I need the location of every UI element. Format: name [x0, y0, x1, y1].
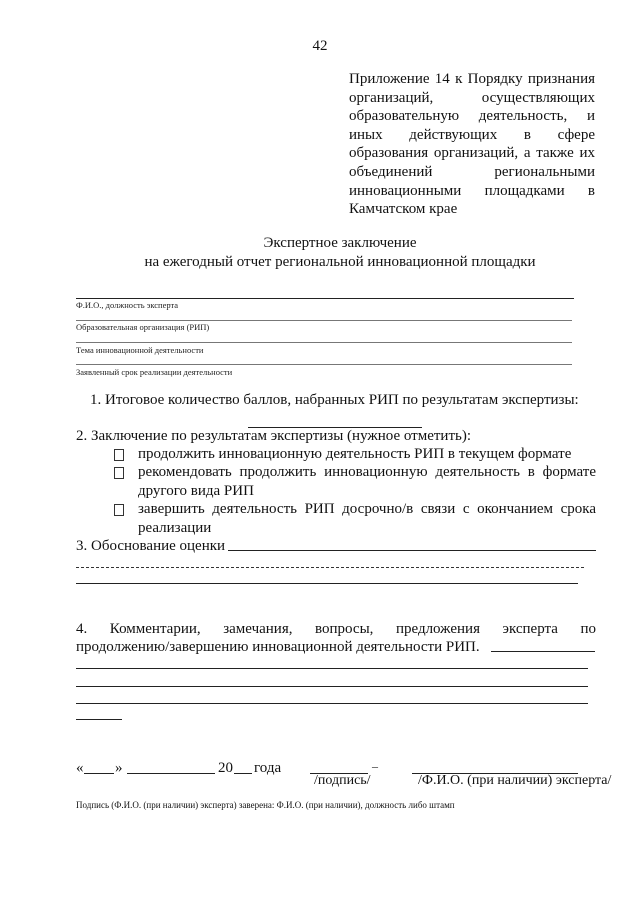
document-title-line1: Экспертное заключение [263, 235, 417, 251]
justification-line-1[interactable] [228, 550, 596, 551]
term-field-label: Заявленный срок реализации деятельности [76, 367, 233, 377]
signature-dash: – [372, 759, 378, 773]
term-field-line [76, 364, 572, 365]
section-4-line-2: продолжению/завершению инновационной деятельности РИП. [76, 639, 480, 655]
option-continue-checkbox[interactable] [114, 449, 124, 461]
date-quote-close: » [115, 760, 123, 776]
date-year-suffix: года [254, 760, 282, 776]
topic-field-line [76, 342, 572, 343]
certification-note: Подпись (Ф.И.О. (при наличии) эксперта) заверена: Ф.И.О. (при наличии), должность либо штамп [76, 800, 455, 810]
section-3-heading: 3. Обоснование оценки [76, 538, 226, 554]
expert-field-line [76, 298, 574, 299]
justification-line-3[interactable] [76, 583, 578, 584]
organization-field-label: Образовательная организация (РИП) [76, 322, 210, 332]
document-title-line2: на ежегодный отчет региональной инновационной площадки [144, 253, 536, 270]
option-other-type-label: рекомендовать продолжить инновационную деятельность в формате другого вида РИП [138, 464, 596, 499]
section-2-heading: 2. Заключение по результатам экспертизы (нужное отметить): [76, 428, 472, 444]
comments-line-2[interactable] [76, 668, 588, 669]
topic-field-label: Тема инновационной деятельности [76, 345, 204, 355]
document-title [60, 234, 620, 271]
signature-caption: /подпись/ [314, 773, 371, 788]
section-4-line-1: 4. Комментарии, замечания, вопросы, предложения эксперта по [76, 621, 596, 637]
option-continue-label: продолжить инновационную деятельность РИП в текущем формате [138, 446, 572, 462]
date-quote-open: « [76, 760, 84, 776]
appendix-note: Приложение 14 к Порядку признания организаций, осуществляющих образовательную деятельность, и иных действующих в сфере образования организаций, а также их объединений региональными инновационными площадками в Камчатском крае [349, 71, 595, 218]
date-day-line[interactable] [84, 773, 114, 774]
option-finish-checkbox[interactable] [114, 504, 124, 516]
expert-name-caption: /Ф.И.О. (при наличии) эксперта/ [418, 773, 612, 788]
page-number: 42 [312, 38, 328, 54]
comments-line-4[interactable] [76, 703, 588, 704]
expert-field-label: Ф.И.О., должность эксперта [76, 300, 179, 310]
organization-field-line [76, 320, 572, 321]
comments-line-5[interactable] [76, 719, 122, 720]
date-year-line[interactable] [234, 773, 252, 774]
justification-line-2[interactable] [76, 567, 584, 568]
option-finish-label: завершить деятельность РИП досрочно/в связи с окончанием срока реализации [138, 501, 596, 536]
comments-line-1[interactable] [491, 651, 595, 652]
option-other-type-checkbox[interactable] [114, 467, 124, 479]
date-year-prefix: 20 [218, 760, 233, 776]
comments-line-3[interactable] [76, 686, 588, 687]
date-month-line[interactable] [127, 773, 215, 774]
section-1-text: 1. Итоговое количество баллов, набранных РИП по результатам экспертизы: [90, 392, 579, 408]
